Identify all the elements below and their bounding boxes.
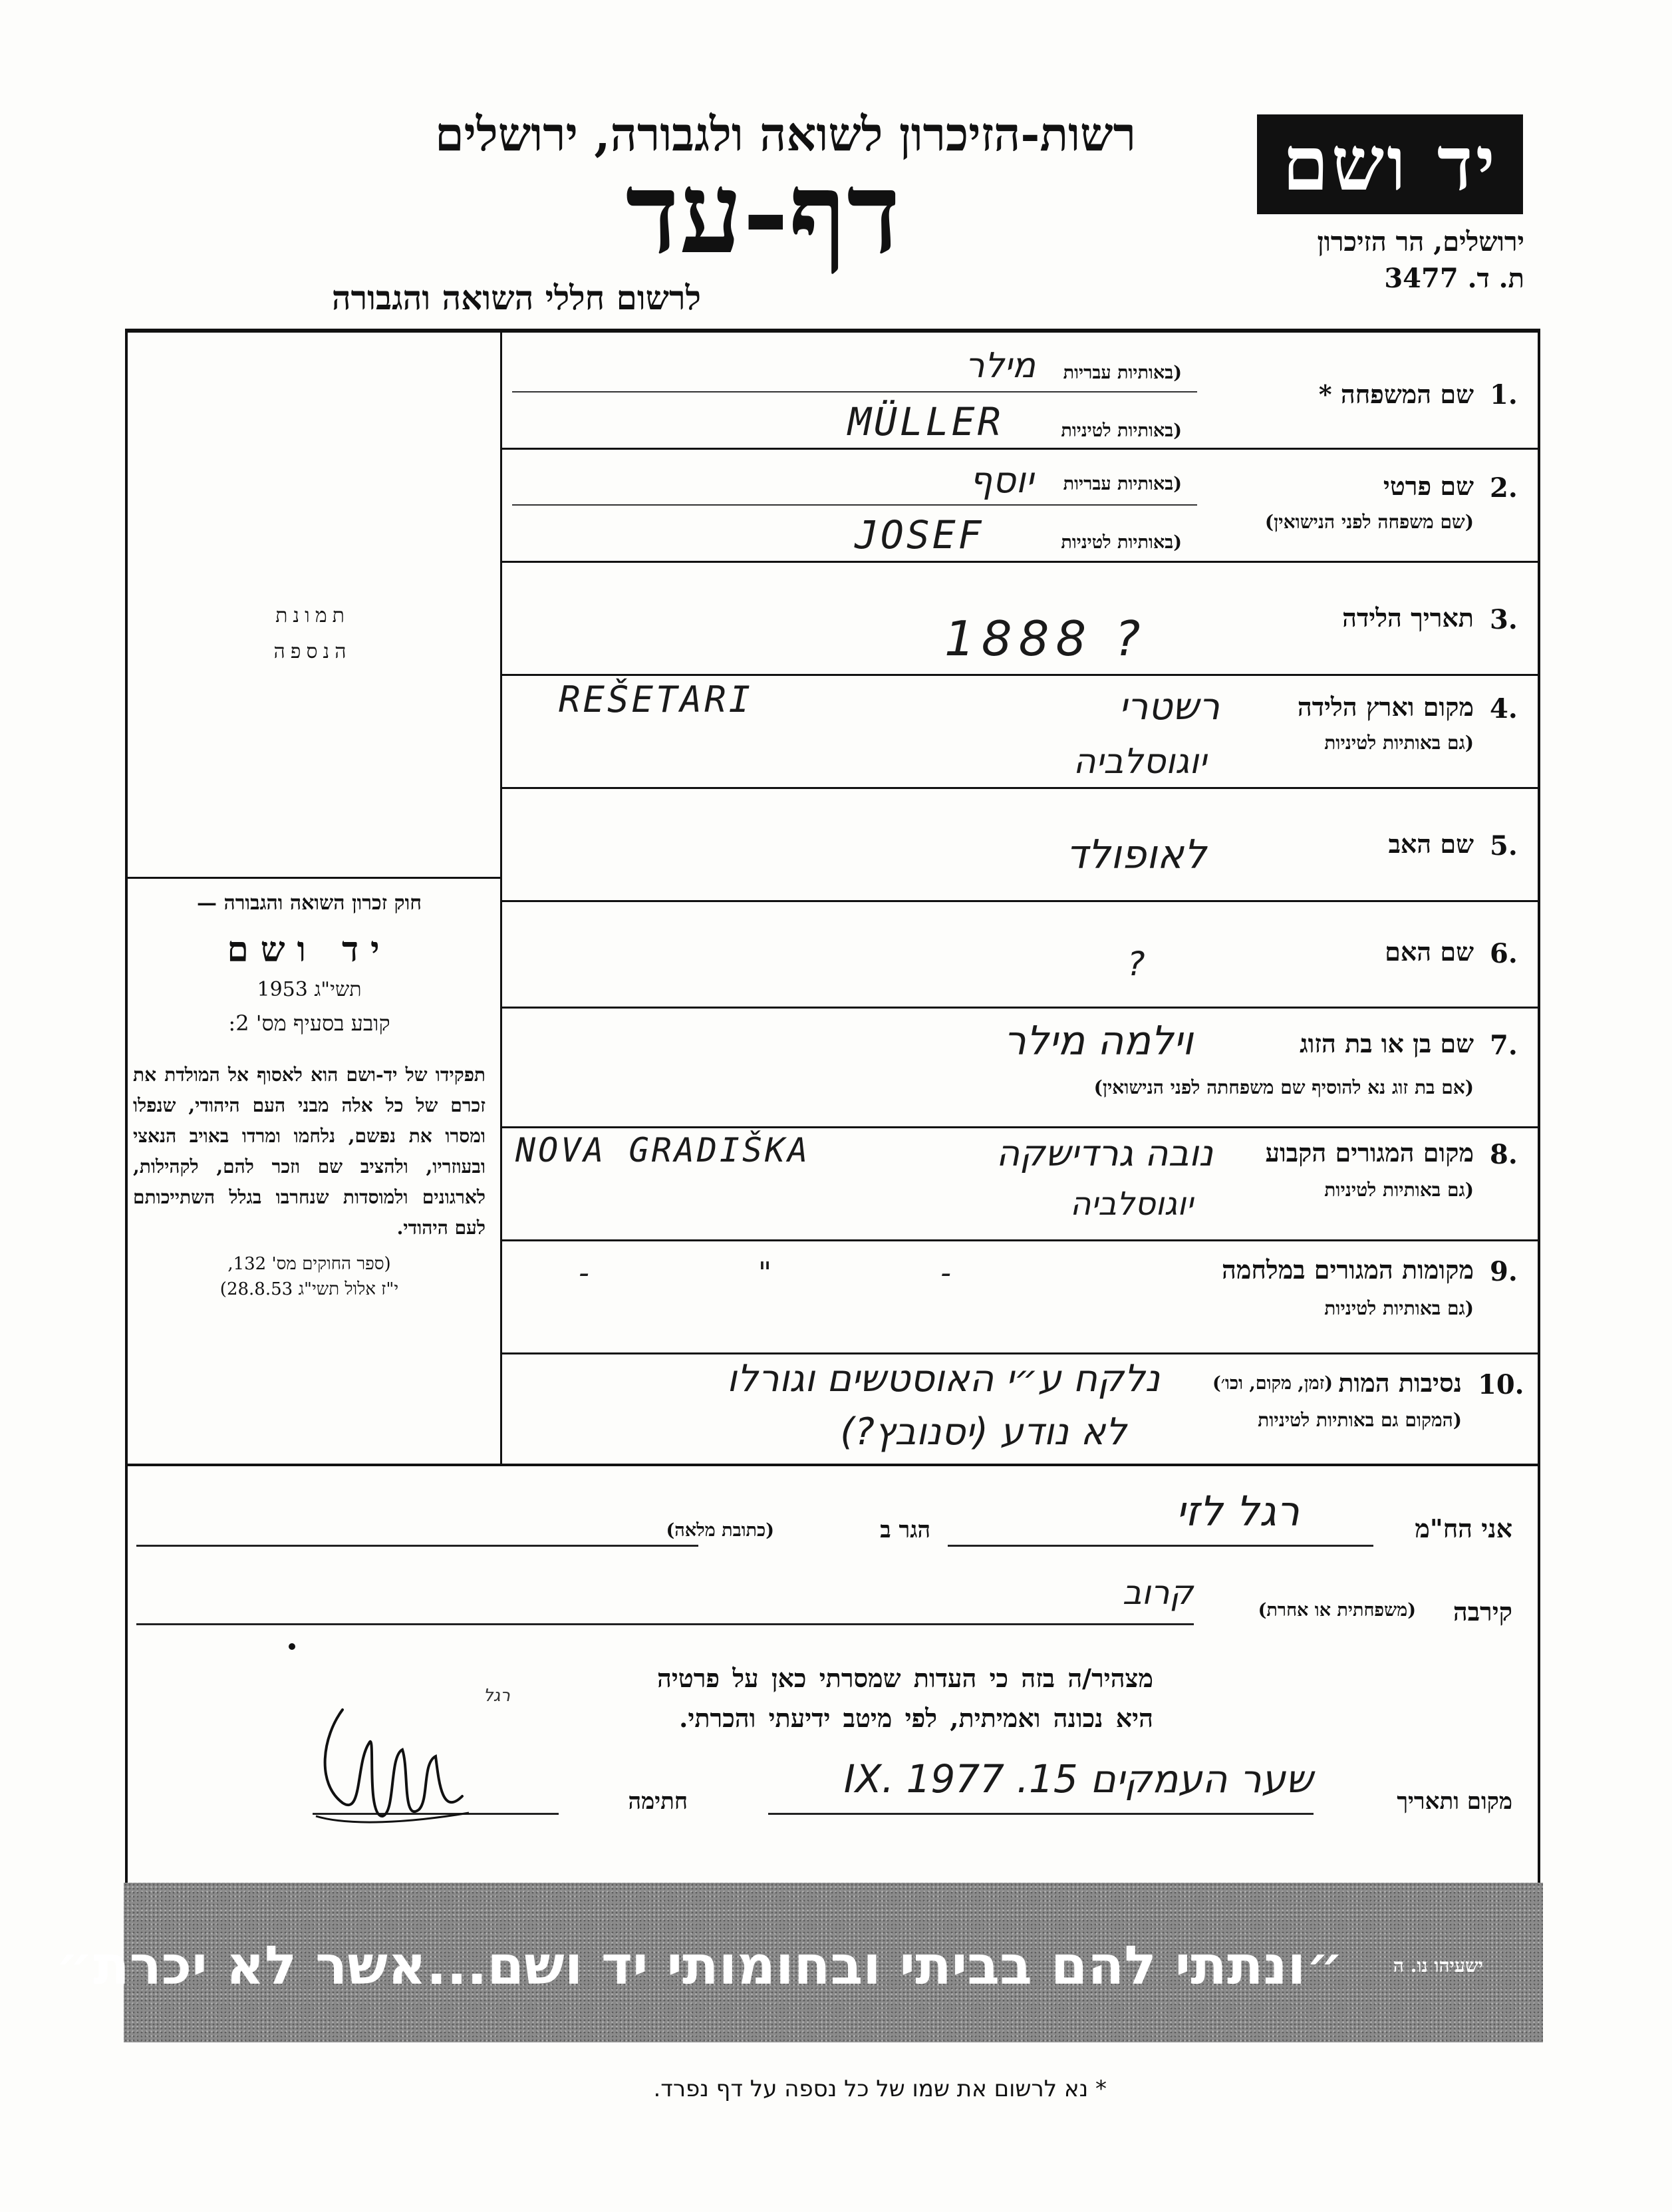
field-7-sub: (אם בת זוג נא להוסיף שם משפחתה לפני הנישואין) bbox=[1093, 1076, 1474, 1098]
field-3-value: 1888 ? bbox=[944, 611, 1147, 667]
field-6-label: שם האם bbox=[1385, 937, 1474, 967]
place-date-value: שער העמקים 15. IX. 1977 bbox=[843, 1756, 1313, 1802]
banner-source: ישעיהו נו. ה bbox=[1393, 1955, 1483, 1976]
row-divider bbox=[501, 1007, 1540, 1009]
field-10-label-hint: (זמן, מקום, וכו׳) bbox=[1212, 1373, 1333, 1394]
field-1-latin-value: MÜLLER bbox=[848, 399, 1004, 444]
field-3-number: 3. bbox=[1490, 604, 1518, 635]
row-divider bbox=[501, 561, 1540, 563]
place-date-label: מקום ותאריך bbox=[1397, 1788, 1512, 1815]
declarant-address-hint: (כתובת מלאה) bbox=[666, 1520, 774, 1541]
photo-label-1: תמונת bbox=[275, 604, 350, 627]
row-divider bbox=[501, 674, 1540, 676]
field-3-label: תאריך הלידה bbox=[1342, 603, 1474, 633]
authority-title: רשות-הזיכרון לשואה ולגבורה, ירושלים bbox=[434, 106, 1136, 162]
page-title: דף-עד bbox=[625, 147, 901, 279]
row-divider bbox=[501, 448, 1540, 450]
row-divider bbox=[501, 787, 1540, 789]
writing-line bbox=[512, 504, 1197, 506]
field-4-country: יוגוסלביה bbox=[1073, 742, 1206, 782]
field-2-latin-hint: (באותיות לטיניות bbox=[1061, 532, 1182, 553]
declarant-relation-value: קרוב bbox=[1122, 1573, 1193, 1612]
photo-box bbox=[126, 333, 499, 875]
declarant-address-line bbox=[136, 1545, 698, 1547]
place-date-line bbox=[768, 1813, 1314, 1815]
field-10-label: נסיבות המות bbox=[1338, 1368, 1462, 1398]
field-8-number: 8. bbox=[1490, 1139, 1518, 1170]
field-2-hebrew-value: יוסף bbox=[969, 459, 1034, 501]
logo-text: יד ושם bbox=[1282, 120, 1498, 208]
page-subtitle: לרשום חללי השואה והגבורה bbox=[331, 278, 701, 317]
field-9-number: 9. bbox=[1490, 1256, 1518, 1287]
row-divider bbox=[501, 1352, 1540, 1354]
field-2-label: שם פרטי bbox=[1383, 471, 1474, 501]
row-divider bbox=[501, 900, 1540, 902]
signature-scribble bbox=[303, 1683, 515, 1836]
field-1-number: 1. bbox=[1490, 379, 1518, 410]
law-clause: קובע בסעיף מס' 2: bbox=[228, 1011, 390, 1036]
photo-box-divider bbox=[125, 877, 501, 879]
field-4-hebrew-value: רשטרי bbox=[1119, 685, 1220, 728]
field-9-value: - " - bbox=[579, 1256, 1031, 1290]
field-4-latin-value: REŠETARI bbox=[559, 679, 754, 720]
field-10-sub: (המקום גם באותיות לטיניות bbox=[1258, 1409, 1462, 1431]
declarant-relation-line bbox=[136, 1623, 1194, 1625]
signature-label: חתימה bbox=[628, 1788, 688, 1815]
field-9-sub: (גם באותיות לטיניות bbox=[1324, 1297, 1474, 1319]
field-1-hebrew-hint: (באותיות עבריות bbox=[1063, 363, 1182, 383]
field-8-hebrew-value: נובה גרדישקה bbox=[996, 1132, 1213, 1174]
writing-line bbox=[512, 391, 1197, 393]
quote-banner bbox=[55, 1883, 1543, 2042]
field-4-sub: (גם באותיות לטיניות bbox=[1324, 732, 1474, 754]
declaration-line-2: היא נכונה ואמיתית, לפי מיטב ידיעתי והכרתי. bbox=[679, 1703, 1153, 1733]
law-source: (ספר החוקים מס' 132, bbox=[227, 1254, 391, 1274]
field-1-hebrew-value: מילר bbox=[965, 346, 1036, 386]
field-6-value: ? bbox=[1127, 945, 1145, 983]
row-divider bbox=[501, 1126, 1540, 1128]
law-heading: חוק זכרון השואה והגבורה — bbox=[197, 891, 422, 915]
declarant-relation-label: קירבה bbox=[1453, 1597, 1512, 1627]
law-name: יד ושם bbox=[227, 929, 392, 970]
declarant-ani-label: אני הח"מ bbox=[1415, 1513, 1512, 1543]
field-6-number: 6. bbox=[1490, 938, 1518, 969]
law-body: תפקידו של יד-ושם הוא לאסוף אל המולדת את זכרם של כל אלה מבני העם היהודי, שנפלו ומסרו את נפשם, נלחמו ומרדו באויב הנאצי ובעוזריו, ולהציב שם וזכר להם, לקהילות, לארגונים ולמוסדות שנחרבו בגלל השתייכותם לעם היהודי. bbox=[133, 1064, 486, 1239]
declarant-name-value: רגל לזי bbox=[1175, 1487, 1300, 1535]
photo-label-2: הנספה bbox=[273, 640, 352, 663]
field-7-value: וילמה מילר bbox=[1003, 1018, 1193, 1064]
address-line-2: ת. ד. 3477 bbox=[1384, 263, 1524, 294]
field-8-sub: (גם באותיות לטיניות bbox=[1324, 1179, 1474, 1201]
declarant-relation-hint: (משפחתית או אחרת) bbox=[1258, 1600, 1416, 1621]
field-7-label: שם בן או בת הזוג bbox=[1300, 1028, 1474, 1058]
field-1-latin-hint: (באותיות לטיניות bbox=[1061, 420, 1182, 441]
signature-value: רגל bbox=[483, 1686, 510, 1706]
field-8-country: יוגוסלביה bbox=[1070, 1185, 1193, 1223]
field-5-label: שם האב bbox=[1388, 829, 1474, 859]
field-5-value: לאופולד bbox=[1065, 832, 1206, 878]
field-2-hebrew-hint: (באותיות עבריות bbox=[1063, 474, 1182, 494]
law-box bbox=[133, 891, 486, 1299]
declaration-line-1: מצהיר/ה בזה כי העדות שמסרתי כאן על פרטיה bbox=[656, 1663, 1153, 1693]
field-2-number: 2. bbox=[1490, 472, 1518, 504]
yad-vashem-logo bbox=[1257, 114, 1523, 214]
field-7-number: 7. bbox=[1490, 1030, 1518, 1061]
field-10-value-line-1: נלקח ע״י האוסטשים וגורלו bbox=[726, 1357, 1160, 1400]
field-8-latin-value: NOVA GRADIŠKA bbox=[515, 1131, 811, 1170]
column-divider bbox=[500, 329, 502, 1466]
law-year: תשי"ג 1953 bbox=[257, 978, 362, 1001]
law-date: י"ז אלול תשי"ג 28.8.53) bbox=[219, 1279, 399, 1299]
field-1-label: שם המשפחה * bbox=[1318, 379, 1474, 409]
declarant-resides-label: הגר ב bbox=[880, 1517, 930, 1543]
banner-quote: ״ונתתי להם בביתי ובחומותי יד ושם...אשר לא יכרת״ bbox=[55, 1935, 1343, 1996]
row-divider bbox=[501, 1239, 1540, 1241]
field-2-sub: (שם משפחה לפני הנישואין) bbox=[1264, 511, 1474, 533]
field-9-label: מקומות המגורים במלחמה bbox=[1222, 1255, 1474, 1285]
field-8-label: מקום המגורים הקבוע bbox=[1265, 1138, 1474, 1168]
field-10-value-line-2: לא נודע (יסנובץ?) bbox=[840, 1410, 1127, 1454]
dot-mark bbox=[289, 1643, 295, 1650]
footer-note: * נא לרשום את שמו של כל נספה על דף נפרד. bbox=[653, 2076, 1107, 2102]
field-4-number: 4. bbox=[1490, 693, 1518, 724]
field-2-latin-value: JOSEF bbox=[855, 512, 984, 557]
field-4-label: מקום וארץ הלידה bbox=[1297, 692, 1474, 722]
declarant-name-line bbox=[948, 1545, 1373, 1547]
field-10-number: 10. bbox=[1478, 1369, 1524, 1400]
field-5-number: 5. bbox=[1490, 830, 1518, 862]
address-line-1: ירושלים, הר הזיכרון bbox=[1317, 226, 1524, 257]
